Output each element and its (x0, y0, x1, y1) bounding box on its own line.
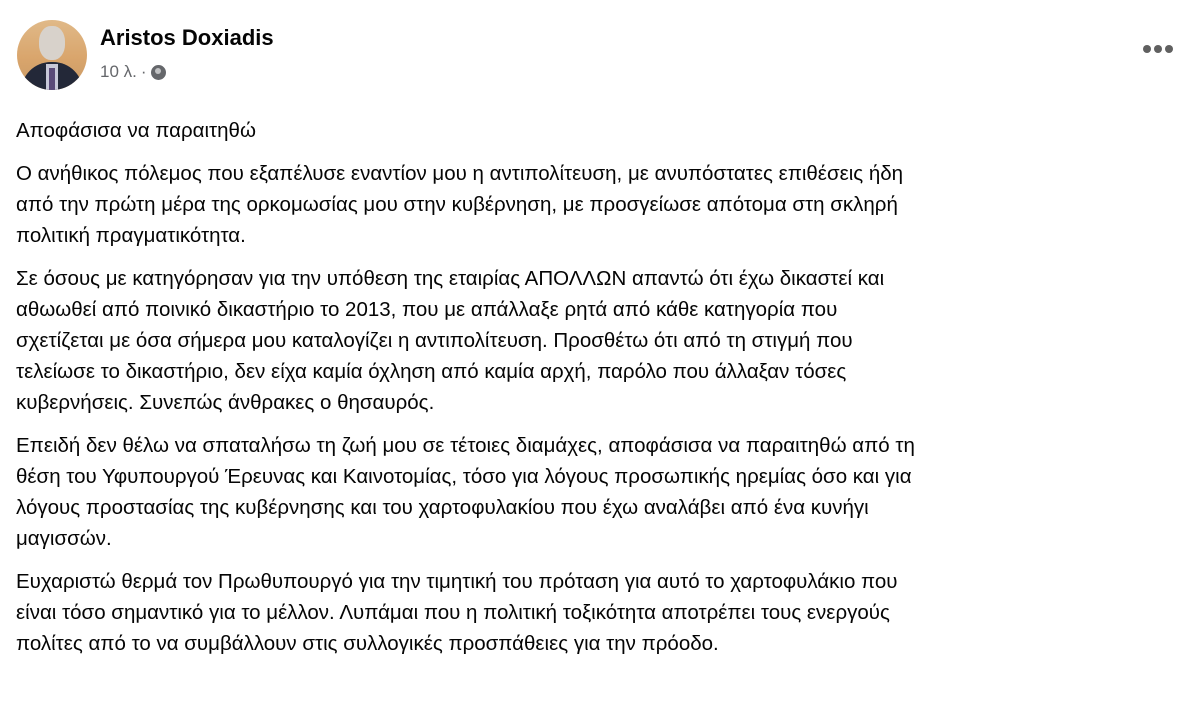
post-paragraph (16, 566, 1196, 659)
globe-icon (151, 65, 166, 80)
post-text-line: Επειδή δεν θέλω να σπαταλήσω τη ζωή μου σε τέτοιες διαμάχες, αποφάσισα να παραιτηθώ από τη (16, 434, 915, 457)
avatar-tie (49, 68, 55, 90)
post-text-line: Αποφάσισα να παραιτηθώ (16, 119, 256, 142)
post-paragraph (16, 115, 1196, 146)
avatar-head (39, 26, 65, 60)
post-paragraph (16, 263, 1196, 418)
post-text-line: μαγισσών. (16, 527, 112, 550)
post-text-line: σχετίζεται με όσα σήμερα μου καταλογίζει η αντιπολίτευση. Προσθέτω ότι από τη στιγμή που (16, 329, 853, 352)
more-options-icon[interactable] (1143, 45, 1173, 53)
post-text-line: είναι τόσο σημαντικό για το μέλλον. Λυπάμαι που η πολιτική τοξικότητα αποτρέπει τους ενεργούς (16, 601, 890, 624)
post-text-line: λόγους προστασίας της κυβέρνησης και του χαρτοφυλακίου που έχω αναλάβει από ένα κυνήγι (16, 496, 869, 519)
post-text-line: αθωωθεί από ποινικό δικαστήριο το 2013, που με απάλλαξε ρητά από κάθε κατηγορία που (16, 298, 838, 321)
post-paragraph (16, 430, 1196, 554)
post-text-line: Σε όσους με κατηγόρησαν για την υπόθεση της εταιρίας ΑΠΟΛΛΩΝ απαντώ ότι έχω δικαστεί και (16, 267, 885, 290)
post-meta (100, 62, 166, 82)
meta-separator: · (140, 62, 147, 81)
avatar[interactable] (17, 20, 87, 90)
post-body (16, 115, 1196, 671)
post-text-line: από την πρώτη μέρα της ορκομωσίας μου στην κυβέρνηση, με προσγείωσε απότομα στη σκληρή (16, 193, 898, 216)
post-paragraph (16, 158, 1196, 251)
post-time[interactable]: 10 λ. (100, 62, 137, 81)
post-text-line: κυβερνήσεις. Συνεπώς άνθρακες ο θησαυρός. (16, 391, 435, 414)
post-text-line: τελείωσε το δικαστήριο, δεν είχα καμία όχληση από καμία αρχή, παρόλο που άλλαξαν τόσες (16, 360, 847, 383)
post-text-line: Ευχαριστώ θερμά τον Πρωθυπουργό για την τιμητική του πρόταση για αυτό το χαρτοφυλάκιο που (16, 570, 898, 593)
post-text-line: πολιτική πραγματικότητα. (16, 224, 246, 247)
post-text-line: θέση του Υφυπουργού Έρευνας και Καινοτομίας, τόσο για λόγους προσωπικής ηρεμίας όσο και για (16, 465, 912, 488)
post-text-line: πολίτες από το να συμβάλλουν στις συλλογικές προσπάθειες για την πρόοδο. (16, 632, 719, 655)
author-name[interactable]: Aristos Doxiadis (100, 25, 274, 50)
post-text-line: Ο ανήθικος πόλεμος που εξαπέλυσε εναντίον μου η αντιπολίτευση, με ανυπόστατες επιθέσεις ήδη (16, 162, 904, 185)
